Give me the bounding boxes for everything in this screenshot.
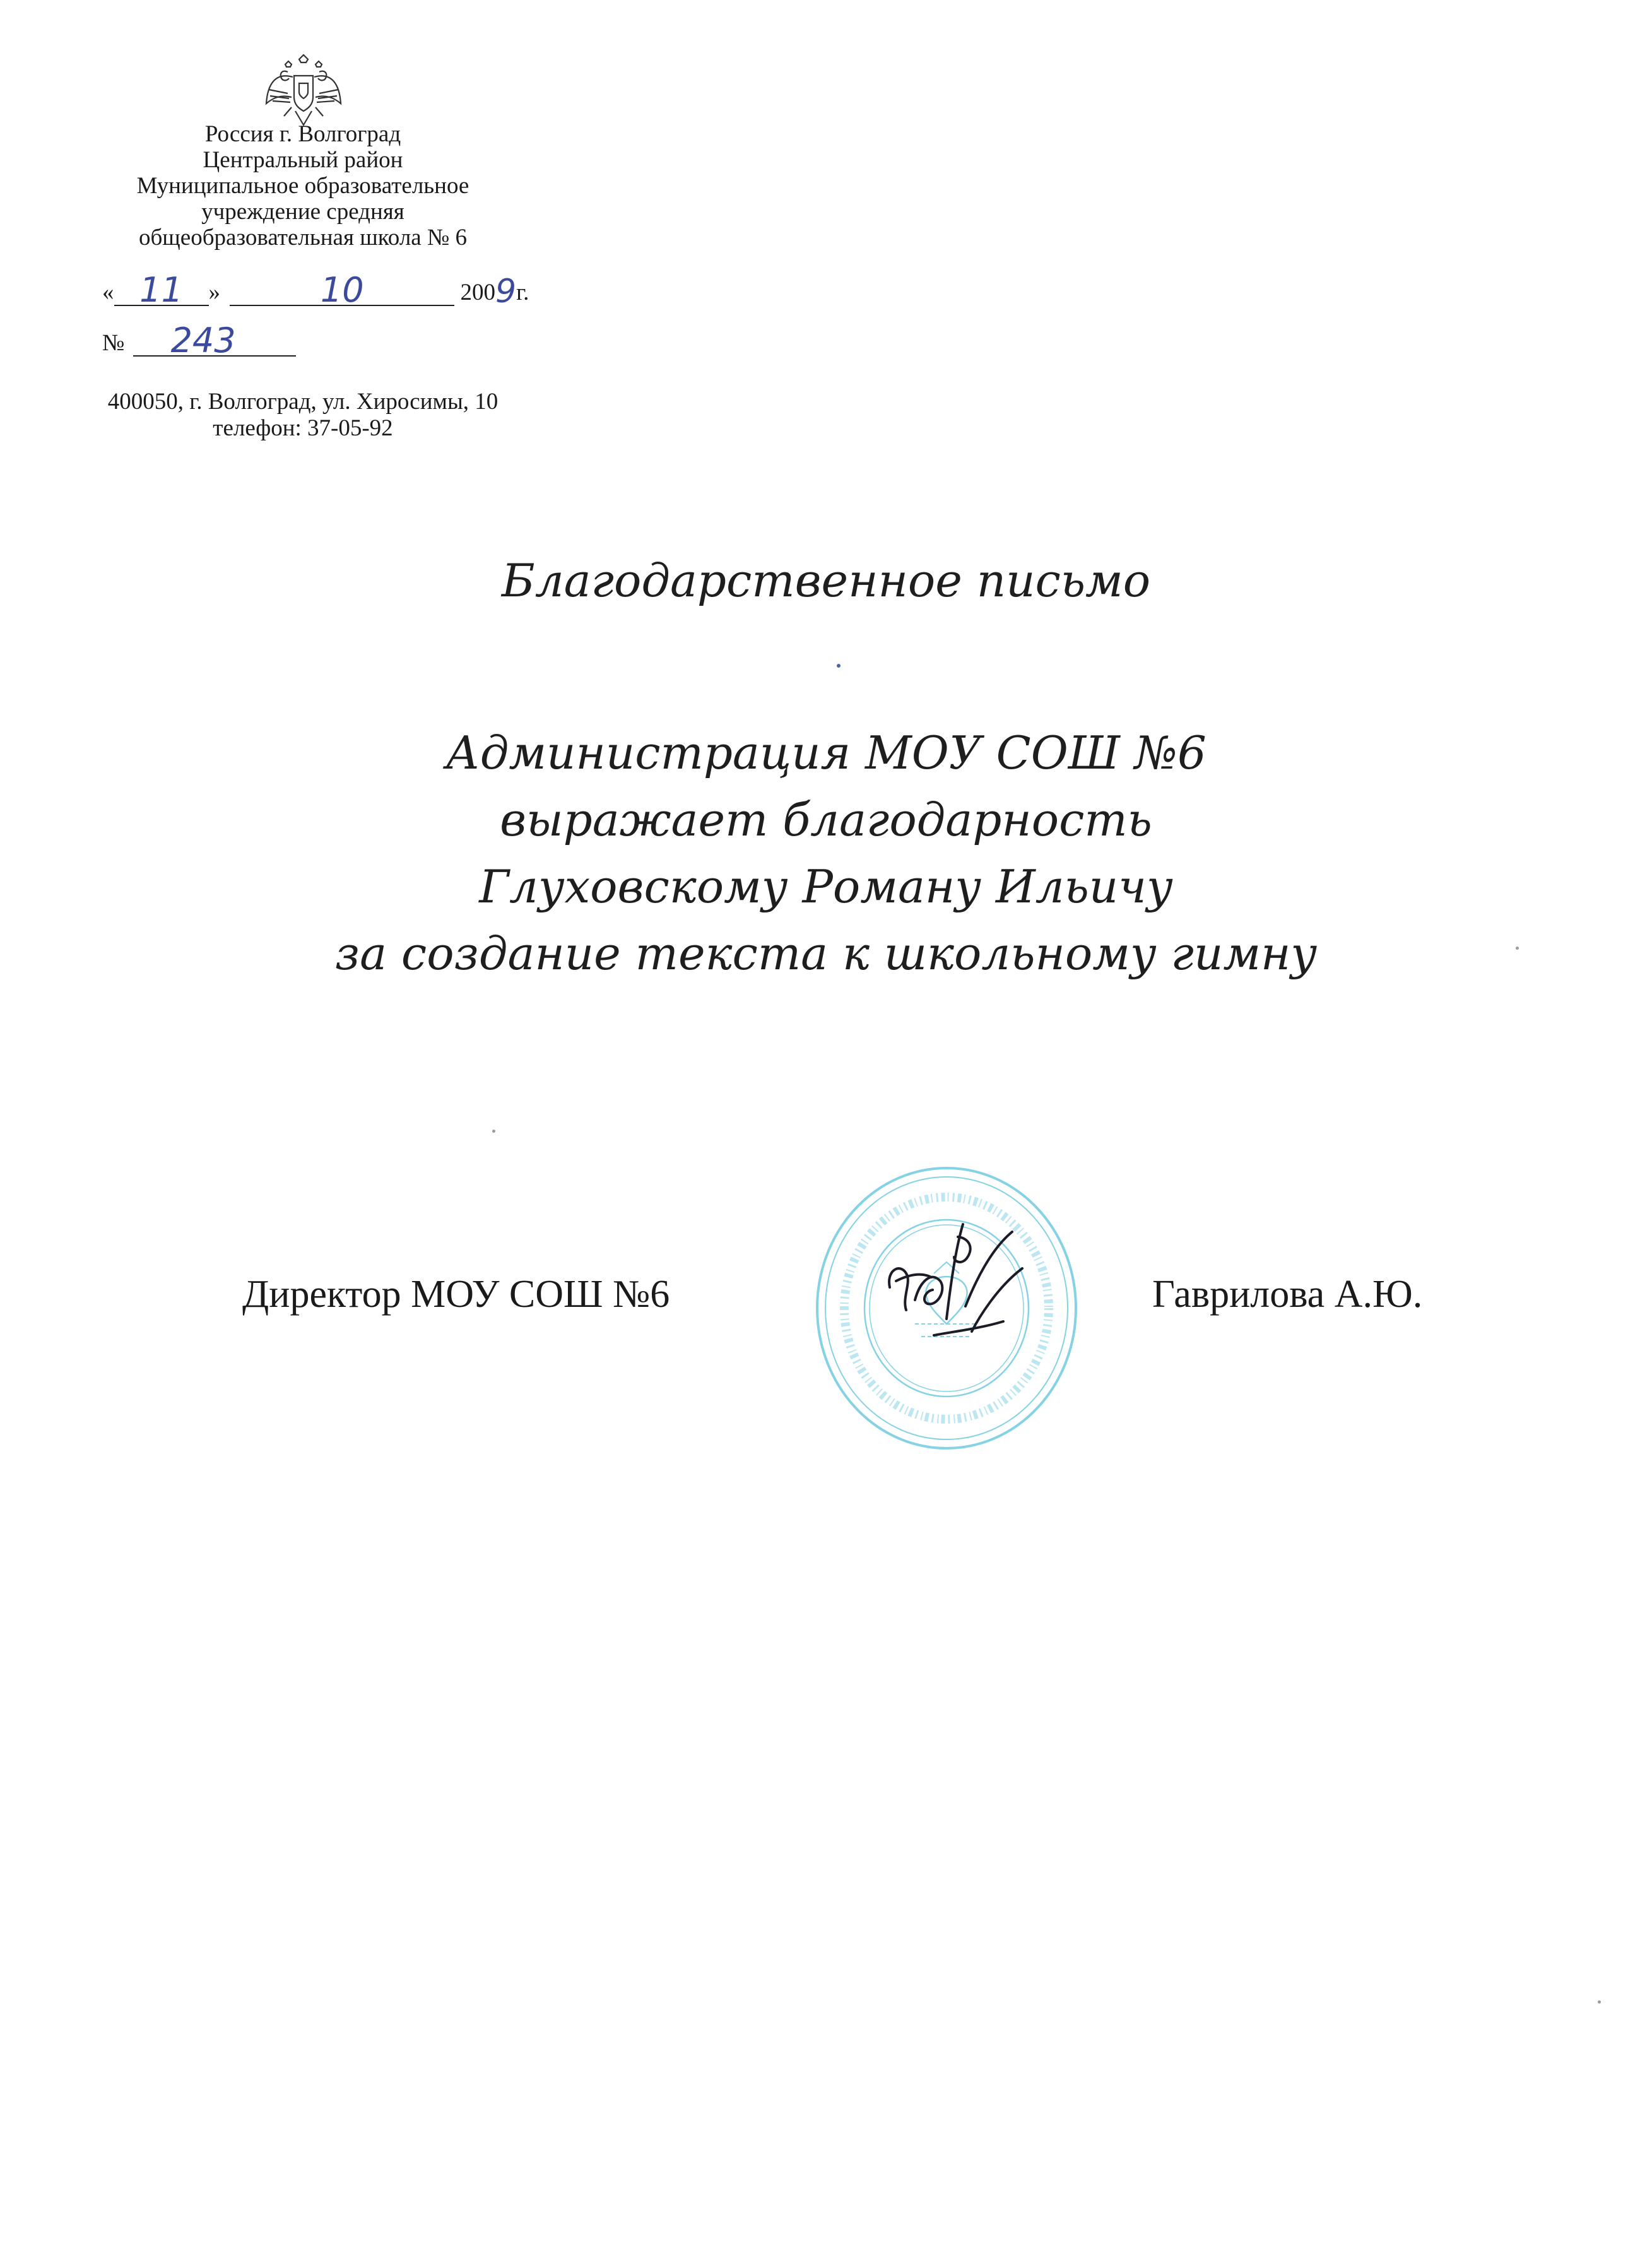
date-month-handwritten: 10 <box>320 270 364 310</box>
document-body <box>0 719 1652 987</box>
handwritten-signature-icon <box>871 1212 1047 1350</box>
scan-speck <box>1598 2000 1601 2004</box>
number-handwritten: 243 <box>170 321 236 360</box>
letterhead-address <box>95 389 511 442</box>
document-date <box>102 270 529 310</box>
body-line: выражает благодарность <box>500 793 1152 846</box>
scan-speck <box>837 664 841 668</box>
date-day-field <box>114 270 209 310</box>
signatory-position: Директор МОУ СОШ №6 <box>242 1273 670 1316</box>
date-open-quote: « <box>102 280 114 305</box>
body-line: Администрация МОУ СОШ №6 <box>445 726 1207 779</box>
russian-double-headed-eagle-icon <box>263 53 345 129</box>
scan-speck <box>492 1130 495 1133</box>
letterhead-organization <box>95 121 511 251</box>
letterhead-line: Россия г. Волгоград <box>204 121 401 147</box>
scan-speck <box>1516 947 1519 950</box>
letterhead-line: учреждение средняя <box>201 199 404 225</box>
signatory-name: Гаврилова А.Ю. <box>1152 1273 1423 1316</box>
number-label: № <box>102 330 125 356</box>
document-number <box>102 321 296 360</box>
body-line: Глуховскому Роману Ильичу <box>479 860 1173 913</box>
body-line: за создание текста к школьному гимну <box>334 927 1318 980</box>
letterhead-line: Центральный район <box>203 147 403 173</box>
phone-line: телефон: 37-05-92 <box>213 415 393 441</box>
date-year-suffix: г. <box>516 280 529 305</box>
date-year-handwritten: 9 <box>495 273 517 310</box>
number-field <box>133 321 296 360</box>
date-close-quote: » <box>208 280 220 305</box>
date-year-prefix: 200 <box>460 280 495 305</box>
document-title: Благодарственное письмо <box>501 554 1151 607</box>
letterhead-line: Муниципальное образовательное <box>136 173 469 199</box>
date-day-handwritten: 11 <box>139 270 183 310</box>
address-line: 400050, г. Волгоград, ул. Хиросимы, 10 <box>107 389 499 415</box>
date-month-field <box>230 270 454 310</box>
letterhead-line: общеобразовательная школа № 6 <box>138 225 468 251</box>
